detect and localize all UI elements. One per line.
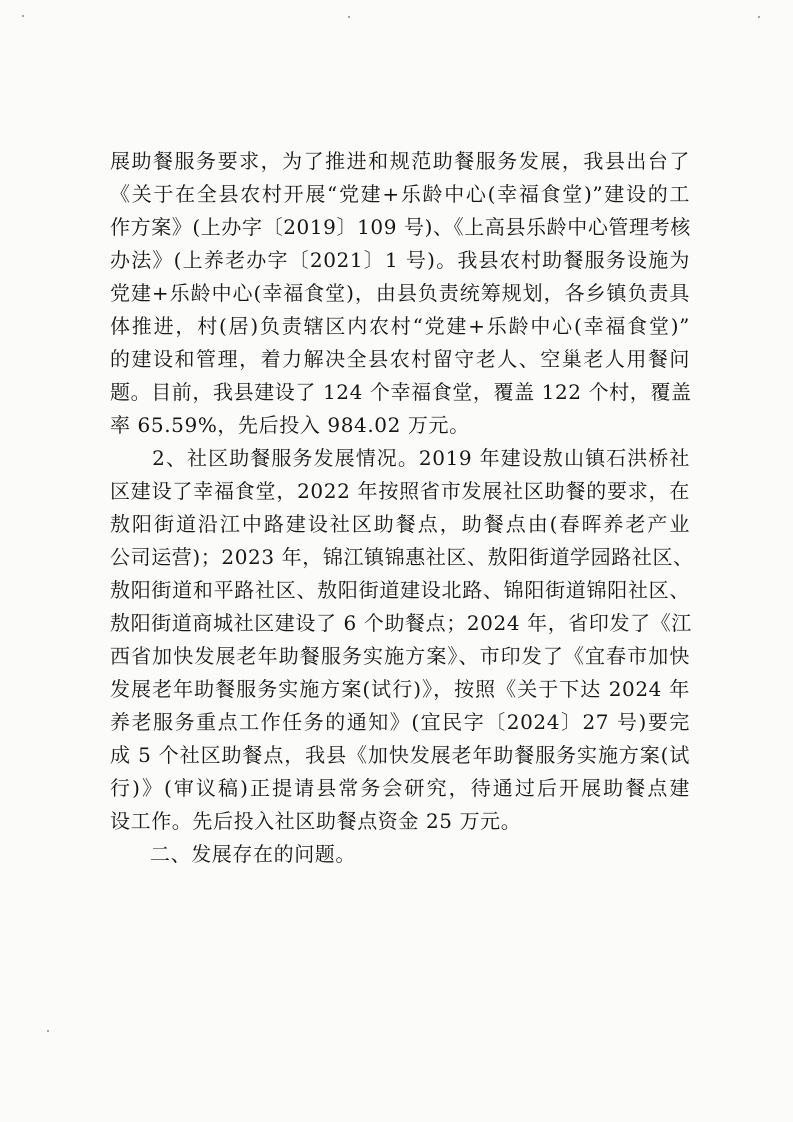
paragraph-1 [110, 145, 690, 442]
text-line: 题。目前，我县建设了 124 个幸福食堂，覆盖 122 个村，覆盖 [110, 380, 692, 404]
scan-speck [348, 16, 350, 18]
scan-speck [758, 16, 760, 18]
text-line: 展助餐服务要求，为了推进和规范助餐服务发展，我县出台了 [110, 149, 690, 173]
text-line: 体推进，村(居)负责辖区内农村“党建+乐龄中心(幸福食堂)” [110, 314, 690, 338]
text-line: 办法》(上养老办字〔2021〕1 号)。我县农村助餐服务设施为 [110, 248, 690, 272]
text-line: 公司运营)；2023 年，锦江镇锦惠社区、敖阳街道学园路社区、 [110, 545, 694, 569]
paragraph-2 [110, 442, 694, 838]
text-line: 发展老年助餐服务实施方案(试行)》，按照《关于下达 2024 年 [110, 677, 690, 701]
text-line: 区建设了幸福食堂，2022 年按照省市发展社区助餐的要求，在 [110, 479, 690, 503]
text-line: 2、社区助餐服务发展情况。2019 年建设敖山镇石洪桥社 [110, 446, 690, 470]
text-line: 西省加快发展老年助餐服务实施方案》、市印发了《宜春市加快 [110, 644, 690, 668]
text-line: 敖阳街道和平路社区、敖阳街道建设北路、锦阳街道锦阳社区、 [110, 578, 690, 602]
text-line: 设工作。先后投入社区助餐点资金 25 万元。 [110, 809, 522, 833]
text-line: 敖阳街道沿江中路建设社区助餐点，助餐点由(春晖养老产业 [110, 512, 690, 536]
text-line: 行)》(审议稿)正提请县常务会研究，待通过后开展助餐点建 [110, 776, 690, 800]
text-line: 的建设和管理，着力解决全县农村留守老人、空巢老人用餐问 [110, 347, 690, 371]
text-line: 《关于在全县农村开展“党建+乐龄中心(幸福食堂)”建设的工 [110, 182, 690, 206]
text-line: 敖阳街道商城社区建设了 6 个助餐点；2024 年，省印发了《江 [110, 611, 692, 635]
scan-speck [22, 15, 24, 17]
document-body [110, 145, 694, 871]
text-line: 养老服务重点工作任务的通知》(宜民字〔2024〕27 号)要完 [110, 710, 690, 734]
text-line: 党建+乐龄中心(幸福食堂)，由县负责统筹规划，各乡镇负责具 [110, 281, 690, 305]
text-line: 率 65.59%，先后投入 984.02 万元。 [110, 413, 470, 437]
text-line: 成 5 个社区助餐点，我县《加快发展老年助餐服务实施方案(试 [110, 743, 690, 767]
section-heading: 二、发展存在的问题。 [150, 842, 356, 866]
scan-speck [47, 1030, 49, 1032]
text-line: 作方案》(上办字〔2019〕109 号)、《上高县乐龄中心管理考核 [110, 215, 691, 239]
